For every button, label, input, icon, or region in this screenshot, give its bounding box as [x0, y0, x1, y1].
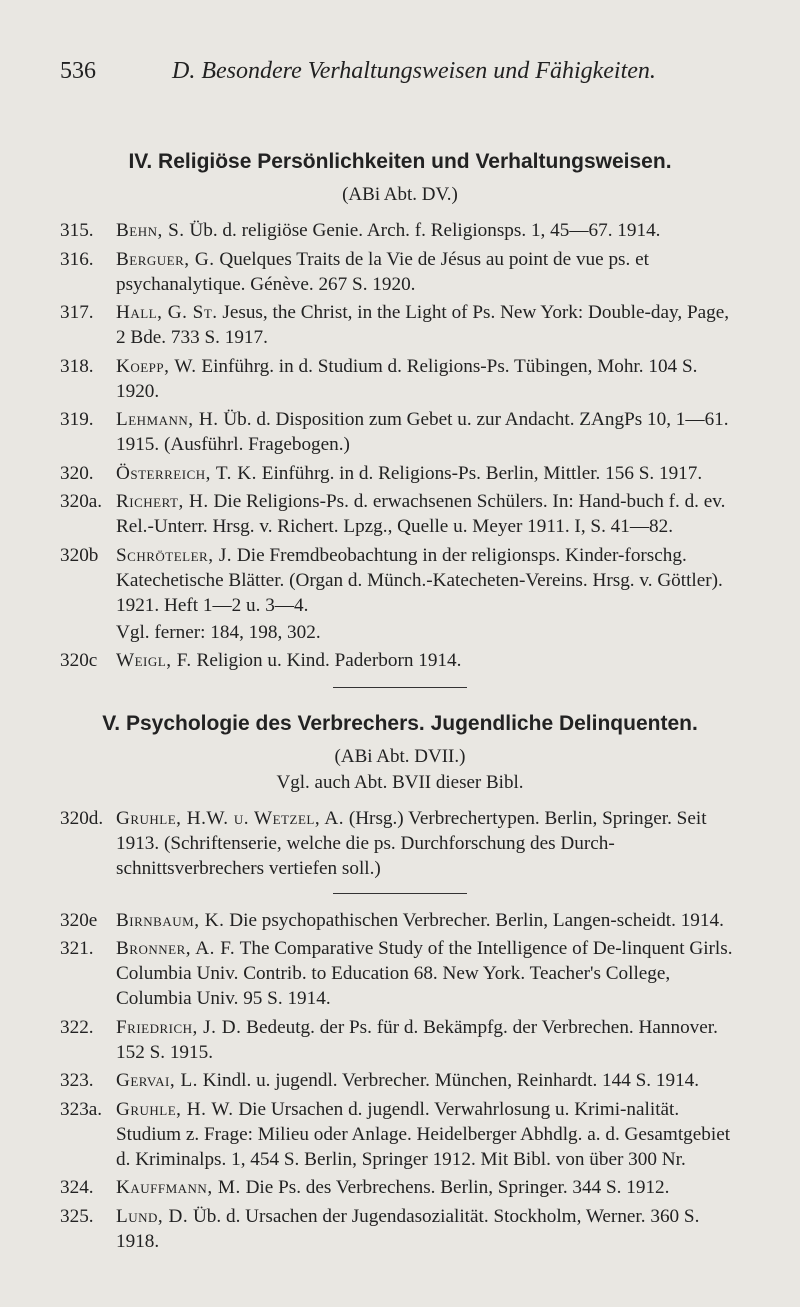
bibliography-entry — [60, 461, 740, 486]
entry-text: Kindl. u. jugendl. Verbrecher. München, Reinhardt. 144 S. 1914. — [202, 1070, 700, 1091]
entry-number: 320d. — [60, 807, 104, 829]
entry-number: 321. — [60, 938, 94, 959]
bibliography-entry — [60, 1175, 740, 1200]
entry-number: 324. — [60, 1177, 94, 1198]
entry-number: 320e — [60, 909, 98, 931]
entry-text: (Hrsg.) Verbrechertypen. Berlin, Springer. Seit 1913. (Schriftenserie, welche die ps. Durchforschung des Durch-schnittsverbrechers vertiefen soll.) — [116, 807, 707, 879]
entry-text: Jesus, the Christ, in the Light of Ps. New York: Double-day, Page, 2 Bde. 733 S. 1917. — [116, 302, 730, 348]
entry-number: 323a. — [60, 1098, 103, 1120]
bibliography-entry — [60, 354, 740, 404]
entry-number: 319. — [60, 409, 94, 430]
section-v-entries-a — [60, 806, 740, 881]
bibliography-entry — [60, 247, 740, 297]
entry-author: Koepp, W. — [116, 355, 197, 377]
entry-text: Einführg. in d. Religions-Ps. Berlin, Mittler. 156 S. 1917. — [261, 462, 703, 484]
entry-author: Friedrich, J. D. — [116, 1016, 242, 1038]
entry-text: Üb. d. Disposition zum Gebet u. zur Andacht. ZAngPs 10, 1—61. 1915. (Ausführl. Fragebogen.) — [116, 409, 729, 455]
entry-text: Die Religions-Ps. d. erwachsenen Schülers. In: Hand-buch f. d. ev. Rel.-Unterr. Hrsg. v. Richert. Lpzg., Quelle u. Meyer 1911. I, S. 41—82. — [116, 491, 726, 537]
bibliography-entry — [60, 1204, 740, 1254]
bibliography-entry — [60, 218, 740, 243]
entry-group-divider — [333, 893, 467, 894]
entry-author: Österreich, T. K. — [116, 462, 257, 484]
entry-author: Gervai, L. — [116, 1070, 198, 1091]
entry-number: 317. — [60, 302, 94, 323]
bibliography-entry — [60, 936, 740, 1011]
entry-text: Die Ps. des Verbrechens. Berlin, Springer. 344 S. 1912. — [245, 1177, 670, 1198]
running-head — [60, 58, 740, 98]
entry-text: Üb. d. Ursachen der Jugendasozialität. Stockholm, Werner. 360 S. 1918. — [116, 1205, 700, 1252]
bibliography-entry — [60, 648, 740, 673]
section-v-see-also: Vgl. auch Abt. BVII dieser Bibl. — [276, 771, 524, 793]
entry-author: Behn, S. — [116, 220, 185, 241]
entry-number: 322. — [60, 1016, 94, 1038]
section-iv-entries-after — [60, 648, 740, 673]
entry-author: Lehmann, H. — [116, 409, 219, 430]
section-iv-reference: (ABi Abt. DV.) — [342, 184, 458, 205]
entry-author: Birnbaum, K. — [116, 909, 225, 931]
entry-author: Berguer, G. — [116, 248, 215, 270]
entry-number: 315. — [60, 220, 94, 241]
entry-text: Bedeutg. der Ps. für d. Bekämpfg. der Verbrechen. Hannover. 152 S. 1915. — [116, 1016, 718, 1063]
bibliography-entry — [60, 300, 740, 350]
bibliography-entry — [60, 1015, 740, 1065]
entry-number: 320c — [60, 649, 98, 671]
entry-number: 320a. — [60, 491, 103, 512]
section-v-reference: (ABi Abt. DVII.) — [334, 745, 466, 767]
entry-number: 323. — [60, 1070, 94, 1091]
entry-text: Die psychopathischen Verbrecher. Berlin, Langen-scheidt. 1914. — [229, 909, 724, 931]
bibliography-entry — [60, 1068, 740, 1093]
entry-text: Üb. d. religiöse Genie. Arch. f. Religionsps. 1, 45—67. 1914. — [189, 220, 661, 241]
section-v-heading: V. Psychologie des Verbrechers. Jugendliche Delinquenten. — [102, 711, 698, 735]
bibliography-entry — [60, 806, 740, 881]
entry-number: 320. — [60, 462, 94, 484]
entry-author: Schröteler, J. — [116, 544, 233, 566]
entry-number: 316. — [60, 248, 94, 270]
entry-text: Quelques Traits de la Vie de Jésus au point de vue ps. et psychanalytique. Génève. 267 S. 1920. — [116, 248, 649, 295]
entry-author: Weigl, F. — [116, 649, 192, 671]
entry-author: Gruhle, H.W. u. Wetzel, A. — [116, 807, 345, 829]
entry-text: The Comparative Study of the Intelligence of De-linquent Girls. Columbia Univ. Contrib. to Education 68. New York. Teacher's College, Columbia Univ. 95 S. 1914. — [116, 938, 733, 1009]
section-iv-entries — [60, 218, 740, 618]
entry-text: Religion u. Kind. Paderborn 1914. — [196, 649, 462, 671]
entry-text: Einführg. in d. Studium d. Religions-Ps. Tübingen, Mohr. 104 S. 1920. — [116, 355, 698, 402]
entry-text: Die Fremdbeobachtung in der religionsps. Kinder-forschg. Katechetische Blätter. (Organ d. Münch.-Katecheten-Vereins. Hrsg. v. Göttler). 1921. Heft 1—2 u. 3—4. — [116, 544, 723, 616]
entry-text: Die Ursachen d. jugendl. Verwahrlosung u. Krimi-nalität. Studium z. Frage: Milieu oder Anlage. Heidelberger Abhdlg. a. d. Gesamtgebiet d. Kriminalps. 1, 454 S. Berlin, Springer 1912. Mit Bibl. von über 300 Nr. — [116, 1098, 731, 1170]
bibliography-entry — [60, 543, 740, 618]
page-number: 536 — [60, 58, 96, 84]
entry-author: Richert, H. — [116, 491, 209, 512]
entry-number: 320b — [60, 544, 99, 566]
bibliography-entry — [60, 1097, 740, 1172]
entry-author: Kauffmann, M. — [116, 1177, 241, 1198]
entry-author: Lund, D. — [116, 1205, 189, 1227]
section-v-entries-b — [60, 908, 740, 1254]
bibliography-entry — [60, 489, 740, 539]
entry-number: 318. — [60, 355, 94, 377]
section-iv-see-also: Vgl. ferner: 184, 198, 302. — [116, 621, 321, 643]
entry-number: 325. — [60, 1205, 94, 1227]
entry-author: Bronner, A. F. — [116, 938, 236, 959]
section-divider — [333, 687, 467, 688]
entry-author: Hall, G. St. — [116, 302, 218, 323]
bibliography-entry — [60, 908, 740, 933]
running-title: D. Besondere Verhaltungsweisen und Fähigkeiten. — [172, 58, 656, 84]
section-iv-heading: IV. Religiöse Persönlichkeiten und Verhaltungsweisen. — [128, 150, 672, 173]
entry-author: Gruhle, H. W. — [116, 1098, 234, 1120]
bibliography-entry — [60, 407, 740, 457]
